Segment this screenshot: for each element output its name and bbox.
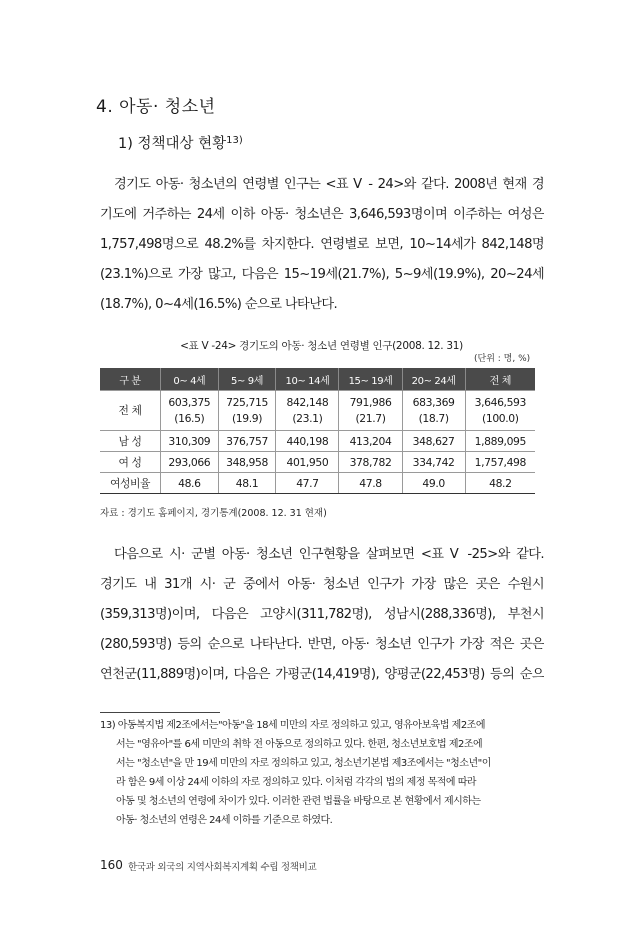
table-cell: 48.1 — [218, 473, 276, 494]
paragraph-line: 1,757,498명으로 48.2%를 차지한다. 연령별로 보면, 10~14세가 842,148명 — [100, 237, 544, 252]
footnote-line: 라 함은 9세 이상 24세 이하의 자로 정의하고 있다. 이처럼 각각의 법의 제정 목적에 따라 — [116, 777, 477, 788]
table-row-female — [100, 452, 535, 473]
table-cell — [402, 391, 465, 431]
table-cell: 49.0 — [402, 473, 465, 494]
table-cell: 48.2 — [465, 473, 535, 494]
table-cell — [465, 391, 535, 431]
subsection-heading-text: 1) 정책대상 현황 — [118, 136, 227, 152]
table-cell — [276, 391, 339, 431]
table-cell: 376,757 — [218, 431, 276, 452]
cell-share: (19.9) — [231, 411, 263, 425]
footnote-line: 아동· 청소년의 연령은 24세 이하를 기준으로 하였다. — [116, 815, 333, 826]
paragraph-line: 경기도 내 31개 시· 군 중에서 아동· 청소년 인구가 가장 많은 곳은 수원시 — [100, 577, 544, 592]
section-heading: 4. 아동· 청소년 — [96, 97, 216, 117]
table-cell: 293,066 — [161, 452, 219, 473]
table-row-total — [100, 391, 535, 431]
running-title: 한국과 외국의 지역사회복지계획 수립 정책비교 — [128, 862, 317, 873]
table-cell — [218, 391, 276, 431]
table-cell — [161, 391, 219, 431]
paragraph-line: 기도에 거주하는 24세 이하 아동· 청소년은 3,646,593명이며 이주하는 여성은 — [100, 207, 544, 222]
header-category: 구 분 — [100, 368, 161, 391]
footnote — [100, 716, 544, 830]
header-age-5-9: 5~ 9세 — [218, 368, 276, 391]
table-cell: 310,309 — [161, 431, 219, 452]
header-age-10-14: 10~ 14세 — [276, 368, 339, 391]
table-cell: 48.6 — [161, 473, 219, 494]
row-label: 전 체 — [100, 391, 161, 431]
footnote-line: 서는 "영유아"를 6세 미만의 취학 전 아동으로 정의하고 있다. 한편, 청소년보호법 제2조에 — [116, 739, 483, 750]
cell-share: (23.1) — [292, 411, 323, 425]
paragraph-line: 다음으로 시· 군별 아동· 청소년 인구현황을 살펴보면 <표 Ⅴ -25>와 같다. — [114, 547, 544, 562]
paragraph-1 — [100, 170, 544, 320]
table-cell: 440,198 — [276, 431, 339, 452]
table-cell: 47.8 — [339, 473, 402, 494]
table-row-female-ratio — [100, 473, 535, 494]
table-title: <표 Ⅴ -24> 경기도의 아동· 청소년 연령별 인구(2008. 12. 31) — [180, 340, 463, 352]
row-label: 남 성 — [100, 431, 161, 452]
cell-count: 725,715 — [226, 395, 268, 409]
cell-count: 842,148 — [286, 395, 329, 409]
table-cell: 1,889,095 — [465, 431, 535, 452]
table-header-row — [100, 368, 535, 391]
cell-share: (21.7) — [355, 411, 386, 425]
cell-count: 3,646,593 — [474, 395, 526, 409]
page-number: 160 — [100, 858, 123, 872]
footnote-line: 아동 및 청소년의 연령에 차이가 있다. 이러한 관련 법률을 바탕으로 본 현황에서 제시하는 — [116, 796, 481, 807]
cell-share: (18.7) — [418, 411, 449, 425]
table-cell: 47.7 — [276, 473, 339, 494]
cell-share: (16.5) — [174, 411, 205, 425]
footnote-divider — [100, 712, 220, 713]
paragraph-line: (280,593명) 등의 순으로 나타난다. 반면, 아동· 청소년 인구가 가장 적은 곳은 — [100, 637, 544, 652]
table-cell: 1,757,498 — [465, 452, 535, 473]
footnote-line: 서는 "청소년"을 만 19세 미만의 자로 정의하고 있고, 청소년기본법 제3조에서는 "청소년"이 — [116, 758, 491, 769]
cell-count: 791,986 — [349, 395, 392, 409]
table-row-male — [100, 431, 535, 452]
row-label: 여성비율 — [100, 473, 161, 494]
header-age-15-19: 15~ 19세 — [339, 368, 402, 391]
header-age-20-24: 20~ 24세 — [402, 368, 465, 391]
paragraph-line: (23.1%)으로 가장 많고, 다음은 15~19세(21.7%), 5~9세(19.9%), 20~24세 — [100, 267, 544, 282]
table-cell: 413,204 — [339, 431, 402, 452]
table-cell: 348,958 — [218, 452, 276, 473]
row-label: 여 성 — [100, 452, 161, 473]
header-total: 전 체 — [465, 368, 535, 391]
paragraph-line: (359,313명)이며, 다음은 고양시(311,782명), 성남시(288,336명), 부천시 — [100, 607, 544, 622]
table-cell: 378,782 — [339, 452, 402, 473]
cell-count: 603,375 — [168, 395, 211, 409]
table-source: 자료 : 경기도 홈페이지, 경기통계(2008. 12. 31 현재) — [100, 508, 327, 519]
population-table — [100, 368, 535, 494]
header-age-0-4: 0~ 4세 — [161, 368, 219, 391]
table-cell — [339, 391, 402, 431]
table-unit: (단위 : 명, %) — [474, 354, 531, 364]
cell-share: (100.0) — [482, 411, 519, 425]
footnote-line: 13) 아동복지법 제2조에서는"아동"을 18세 미만의 자로 정의하고 있고, 영유아보육법 제2조에 — [100, 720, 486, 731]
paragraph-2 — [100, 540, 544, 690]
footnote-reference[interactable]: 13) — [226, 135, 243, 146]
subsection-heading — [118, 132, 243, 153]
table-cell: 334,742 — [402, 452, 465, 473]
cell-count: 683,369 — [412, 395, 455, 409]
table-cell: 348,627 — [402, 431, 465, 452]
paragraph-line: 경기도 아동· 청소년의 연령별 인구는 <표 Ⅴ - 24>와 같다. 2008년 현재 경 — [114, 177, 544, 192]
paragraph-line: 연천군(11,889명)이며, 다음은 가평군(14,419명), 양평군(22,453명) 등의 순으 — [100, 667, 544, 682]
table-cell: 401,950 — [276, 452, 339, 473]
paragraph-line: (18.7%), 0~4세(16.5%) 순으로 나타난다. — [100, 297, 338, 312]
